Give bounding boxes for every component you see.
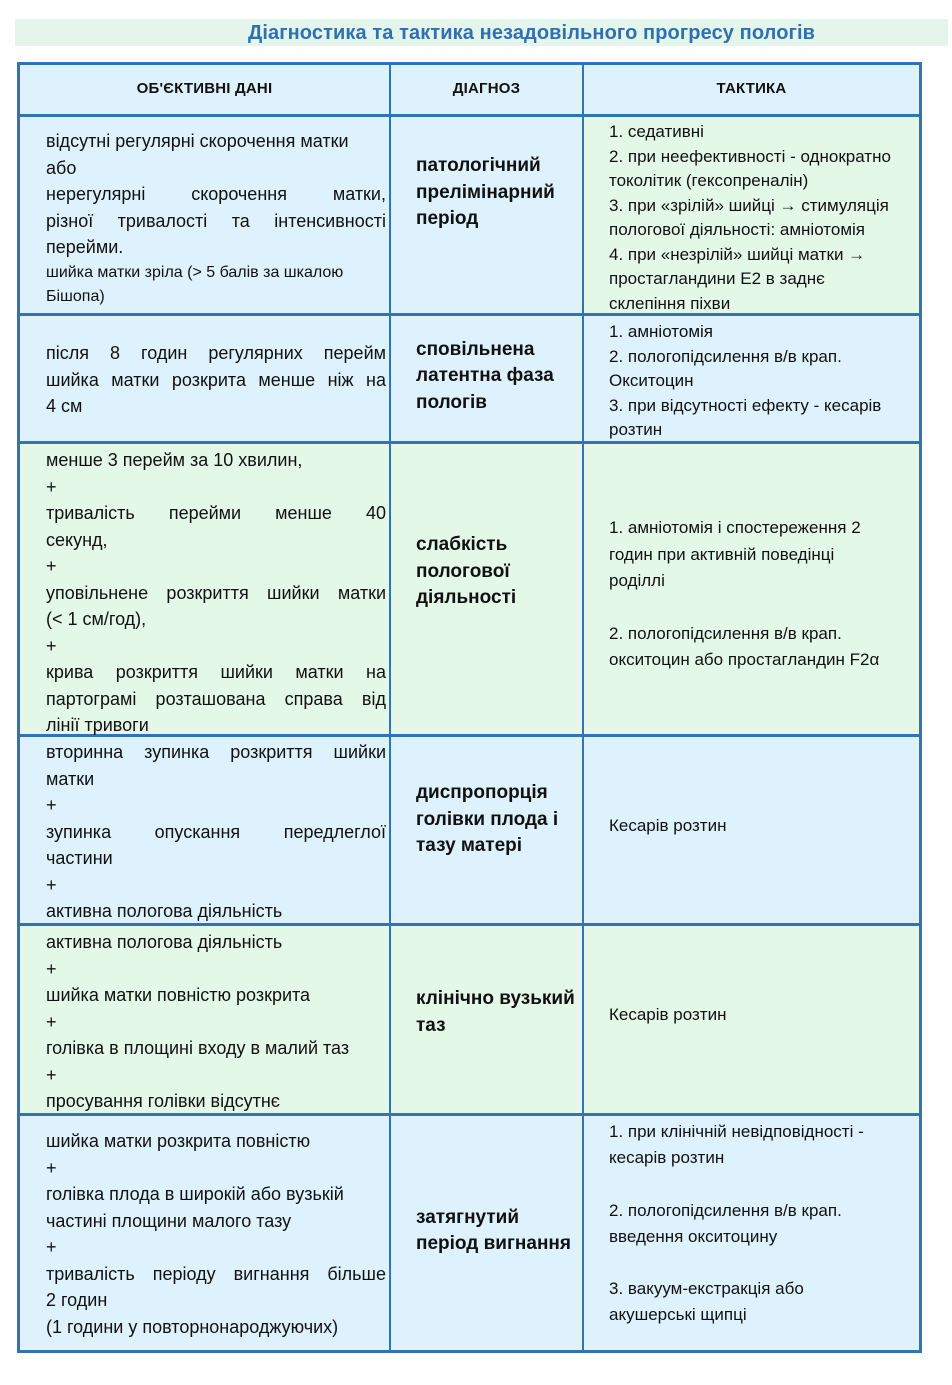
row4-objective-line: + [46,795,57,815]
row1-tactics-line: простагландини Е2 в заднє [609,269,825,288]
row6-objective-line: + [46,1237,57,1257]
row5-objective-line: + [46,1064,57,1085]
row1-tactics-line: пологової діяльності: амніотомія [609,220,866,239]
spacer [609,595,913,621]
row2-tactics-line: 1. амніотомія [609,322,714,341]
row5-objective [20,926,391,1116]
row4-objective-line: вторинна зупинка розкриття шийки [46,742,386,762]
row3-objective-line: + [46,635,57,656]
row4-objective-line: частини [46,848,113,868]
row1-objective-line: або [46,157,77,178]
row3-tactics [584,444,919,737]
row3-objective-line: лінії тривоги [46,715,149,735]
row1-objective-line: відсутні регулярні скорочення матки [46,131,349,151]
row1-tactics-line: склепіння піхви [609,293,731,313]
row5-tactics-line: Кесарів розтин [609,1005,727,1025]
row5-objective-line: шийка матки повністю розкрита [46,985,311,1005]
row3-objective-line: + [46,556,57,576]
row4-objective [20,737,391,926]
row6-tactics-line: 3. вакуум-екстракція або [609,1279,804,1299]
row6-diagnosis: затягнутий період вигнання [391,1116,584,1350]
row3-objective-line: партограмі розташована справа від [46,688,386,709]
header-tactics: ТАКТИКА [584,65,919,117]
row5-tactics [584,926,919,1116]
row6-tactics-line: кесарів розтин [609,1148,725,1168]
row6-objective-line: тривалість періоду вигнання більше [46,1263,386,1284]
row2-tactics-line: 3. при відсутності ефекту - кесарів [609,395,882,415]
diagnosis-table [17,62,922,1353]
row3-tactics-line: 2. пологопідсилення в/в крап. [609,623,842,643]
spacer [609,1172,913,1198]
row3-tactics-line: годин при активній поведінці [609,544,835,564]
row5-objective-line: активна пологова діяльність [46,932,283,952]
header-diagnosis: ДІАГНОЗ [391,65,584,117]
row2-tactics-line: 2. пологопідсилення в/в крап. [609,346,842,366]
row1-objective-line: шийка матки зріла (> 5 балів за шкалою [46,263,344,281]
row2-diagnosis: сповільнена латентна фаза пологів [391,316,584,444]
row5-objective-line: + [46,1011,57,1032]
row2-tactics [584,316,919,444]
row2-tactics-line: розтин [609,420,663,439]
row3-objective [20,444,391,737]
row1-tactics-line: токолітик (гексопреналін) [609,171,809,190]
row3-tactics-line: роділлі [609,571,665,590]
row4-objective-line: активна пологова діяльність [46,901,283,921]
row6-objective-line: частині площини малого тазу [46,1210,292,1231]
row2-objective [20,316,391,444]
row1-tactics [584,117,919,316]
row5-objective-line: просування голівки відсутнє [46,1091,280,1111]
row6-objective-line: + [46,1157,57,1178]
row3-objective-line: крива розкриття шийки матки на [46,662,386,682]
row6-tactics [584,1116,919,1350]
row5-diagnosis: клінічно вузький таз [391,926,584,1116]
row4-tactics-line: Кесарів розтин [609,815,727,835]
row1-objective-line: перейми. [46,237,124,257]
row3-diagnosis: слабкість пологової діяльності [391,444,584,737]
row6-tactics-line: 2. пологопідсилення в/в крап. [609,1200,842,1220]
row1-tactics-line: 3. при «зрілій» шийці → стимуляція [609,195,889,215]
row6-tactics-line: акушерські щипці [609,1305,747,1325]
header-objective: ОБ'ЄКТИВНІ ДАНІ [20,65,391,117]
row3-objective-line: (< 1 см/год), [46,609,147,629]
row4-objective-line: зупинка опускання передлеглої [46,821,386,842]
row6-tactics-line: 1. при клінічній невідповідності - [609,1122,864,1141]
row1-tactics-line: 2. при неефективності - однократно [609,146,891,166]
row4-objective-line: матки [46,768,95,789]
row2-tactics-line: Окситоцин [609,371,694,390]
row3-objective-line: + [46,476,57,497]
row3-objective-line: менше 3 перейм за 10 хвилин, [46,450,303,470]
row1-objective-line: Бішопа) [46,287,105,305]
row6-tactics-line: введення окситоцину [609,1226,778,1246]
row3-tactics-line: окситоцин або простагландин F2α [609,650,880,669]
row6-objective [20,1116,391,1350]
row1-objective-line: нерегулярні скорочення матки, [46,184,386,204]
row3-objective-line: тривалість перейми менше 40 [46,503,386,523]
row6-objective-line: шийка матки розкрита повністю [46,1131,311,1151]
row1-objective [20,117,391,316]
row2-objective-line: шийка матки розкрита менше ніж на [46,369,386,390]
row1-objective-line: різної тривалості та інтенсивності [46,210,386,231]
title-bar [15,19,948,46]
row5-objective-line: голівка в площині входу в малий таз [46,1038,350,1058]
row1-diagnosis: патологічний прелімінарний період [391,117,584,316]
row3-objective-line: уповільнене розкриття шийки матки [46,582,386,603]
row2-objective-line: 4 см [46,396,83,416]
row5-objective-line: + [46,958,57,979]
row1-tactics-line: 4. при «незрілій» шийці матки → [609,244,866,264]
row4-tactics [584,737,919,926]
row6-objective-line: (1 години у повторнонароджуючих) [46,1316,339,1337]
row4-diagnosis: диспропорція голівки плода і тазу матері [391,737,584,926]
row2-objective-line: після 8 годин регулярних перейм [46,343,386,363]
spacer [609,1250,913,1276]
row4-objective-line: + [46,874,57,895]
page-title: Діагностика та тактика незадовільного прогресу пологів [247,22,816,44]
row1-tactics-line: 1. седативні [609,122,704,141]
row3-objective-line: секунд, [46,529,108,550]
row6-objective-line: 2 годин [46,1290,108,1310]
row6-objective-line: голівка плода в широкій або вузькій [46,1184,344,1204]
row3-tactics-line: 1. амніотомія і спостереження 2 [609,518,861,537]
